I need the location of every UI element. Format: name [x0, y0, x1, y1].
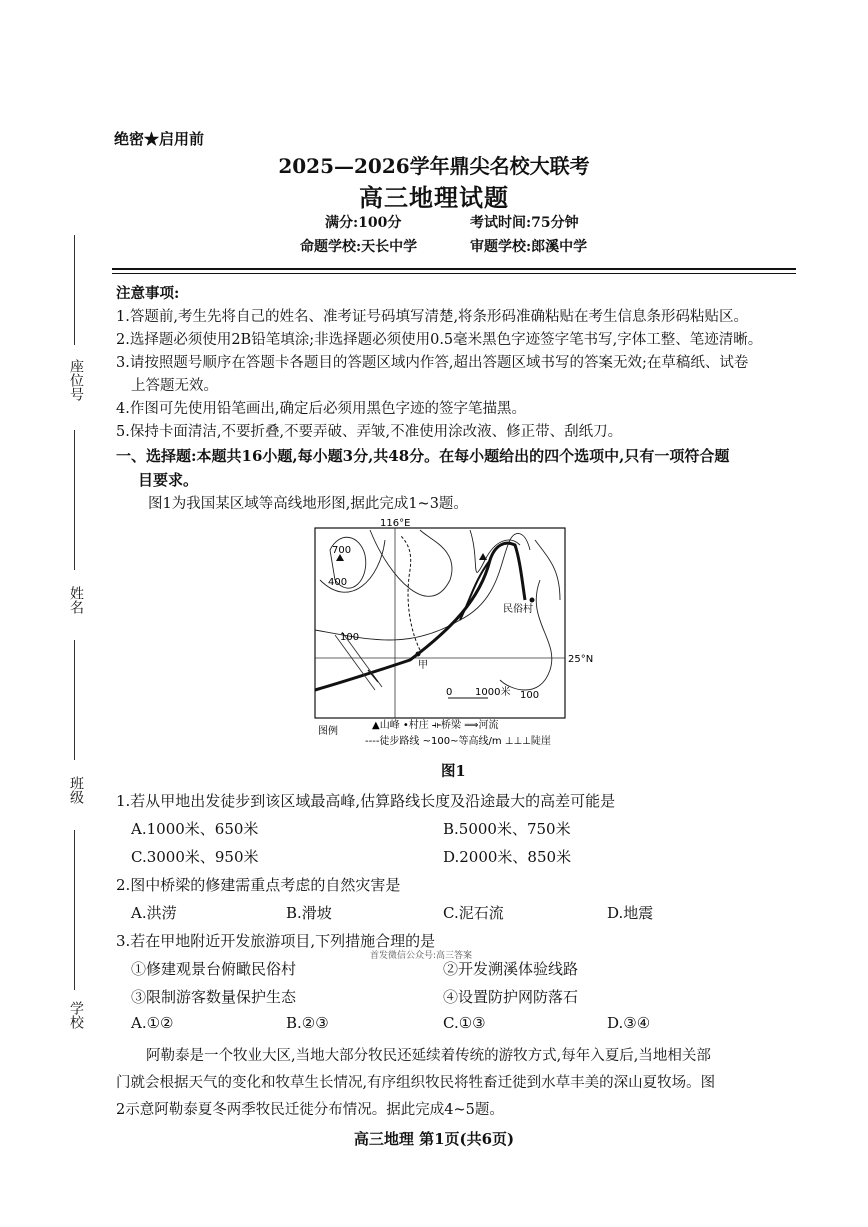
q1-option-b[interactable]: B.5000米、750米	[443, 820, 571, 838]
name-label: 姓名	[68, 586, 84, 614]
school-label: 学校	[68, 1001, 84, 1029]
q2-option-b[interactable]: B.滑坡	[286, 904, 332, 922]
q2-option-d[interactable]: D.地震	[607, 904, 654, 922]
notice-item: 1.答题前,考生先将自己的姓名、准考证号码填写清楚,将条形码准确粘贴在考生信息条形码粘贴区。	[116, 309, 749, 325]
q3-option-b[interactable]: B.②③	[286, 1014, 329, 1032]
q3-option-a[interactable]: A.①②	[131, 1014, 174, 1032]
confidential-mark: 绝密★启用前	[114, 130, 205, 148]
q3-option-d[interactable]: D.③④	[607, 1014, 651, 1032]
figure-intro: 图1为我国某区域等高线地形图,据此完成1~3题。	[148, 496, 468, 512]
side-line	[74, 430, 75, 570]
class-label: 班级	[68, 776, 84, 804]
scale-zero: 0	[446, 687, 453, 698]
contour-label-400: 400	[328, 577, 348, 588]
header-rule	[112, 268, 796, 270]
question-3-stem: 3.若在甲地附近开发旅游项目,下列措施合理的是	[116, 932, 436, 950]
contour-label-100: 100	[520, 690, 540, 701]
notice-item: 2.选择题必须使用2B铅笔填涂;非选择题必须使用0.5毫米黑色字迹签字笔书写,字体工整、笔迹清晰。	[116, 332, 763, 348]
time-info: 考试时间:75分钟	[470, 215, 579, 231]
question-1-stem: 1.若从甲地出发徒步到该区域最高峰,估算路线长度及沿途最大的高差可能是	[116, 792, 616, 810]
q1-option-a[interactable]: A.1000米、650米	[131, 820, 259, 838]
q2-option-a[interactable]: A.洪涝	[131, 904, 177, 922]
page-footer: 高三地理 第1页(共6页)	[353, 1130, 515, 1148]
exam-title: 2025—2026学年鼎尖名校大联考	[278, 154, 590, 178]
peak-elevation: 700	[332, 545, 352, 556]
contour-map-figure	[310, 518, 594, 760]
village-icon	[416, 652, 421, 657]
legend-row2: ----徒步路线 ~100~等高线/m ⊥⊥⊥陡崖	[365, 736, 551, 747]
q3-option-c[interactable]: C.①③	[443, 1014, 486, 1032]
passage-line: 2示意阿勒泰夏冬两季牧民迁徙分布情况。据此完成4~5题。	[116, 1102, 504, 1118]
latitude-label: 25°N	[568, 654, 594, 665]
side-line	[74, 640, 75, 760]
q1-option-d[interactable]: D.2000米、850米	[443, 848, 572, 866]
passage-line: 阿勒泰是一个牧业大区,当地大部分牧民还延续着传统的游牧方式,每年入夏后,当地相关部	[146, 1048, 711, 1064]
jia-label: 甲	[418, 660, 428, 671]
q3-item-2: ②开发溯溪体验线路	[443, 960, 579, 978]
q3-item-3: ③限制游客数量保护生态	[131, 988, 297, 1006]
village-label: 民俗村	[503, 604, 533, 615]
side-line	[74, 235, 75, 345]
notice-item: 5.保持卡面清洁,不要折叠,不要弄破、弄皱,不准使用涂改液、修正带、刮纸刀。	[116, 424, 623, 440]
contour-label-100: 100	[340, 632, 360, 643]
legend-title: 图例	[318, 726, 338, 737]
passage-line: 门就会根据天气的变化和牧草生长情况,有序组织牧民将牲畜迁徙到水草丰美的深山夏牧场。图	[116, 1075, 716, 1091]
question-2-stem: 2.图中桥梁的修建需重点考虑的自然灾害是	[116, 876, 401, 894]
side-line	[74, 830, 75, 990]
author-school: 命题学校:天长中学	[300, 239, 418, 255]
q3-item-4: ④设置防护网防落石	[443, 988, 579, 1006]
notice-item: 上答题无效。	[131, 378, 218, 394]
notice-title: 注意事项:	[116, 285, 180, 302]
section-heading: 一、选择题:本题共16小题,每小题3分,共48分。在每小题给出的四个选项中,只有一项符合题	[116, 447, 730, 465]
village-icon	[530, 598, 535, 603]
scale-label: 1000米	[475, 687, 511, 698]
notice-item: 4.作图可先使用铅笔画出,确定后必须用黑色字迹的签字笔描黑。	[116, 401, 526, 417]
notice-item: 3.请按照题号顺序在答题卡各题目的答题区域内作答,超出答题区域书写的答案无效;在草稿纸、试卷	[116, 355, 749, 371]
q3-item-1: ①修建观景台俯瞰民俗村	[131, 960, 297, 978]
longitude-label: 116°E	[380, 518, 411, 529]
watermark: 首发微信公众号:高三答案	[370, 951, 473, 961]
subject-title: 高三地理试题	[359, 183, 509, 212]
reviewer-school: 审题学校:郎溪中学	[470, 239, 588, 255]
score-info: 满分:100分	[325, 215, 402, 231]
header-rule-thin	[112, 273, 796, 274]
section-heading-cont: 目要求。	[138, 471, 199, 489]
q1-option-c[interactable]: C.3000米、950米	[131, 848, 259, 866]
seat-label: 座位号	[68, 359, 84, 401]
q2-option-c[interactable]: C.泥石流	[443, 904, 504, 922]
legend-row1: ▲山峰 •村庄 ⟛桥梁 ⟹河流	[372, 720, 499, 731]
figure-caption: 图1	[441, 763, 466, 780]
peak-icon	[479, 553, 487, 560]
